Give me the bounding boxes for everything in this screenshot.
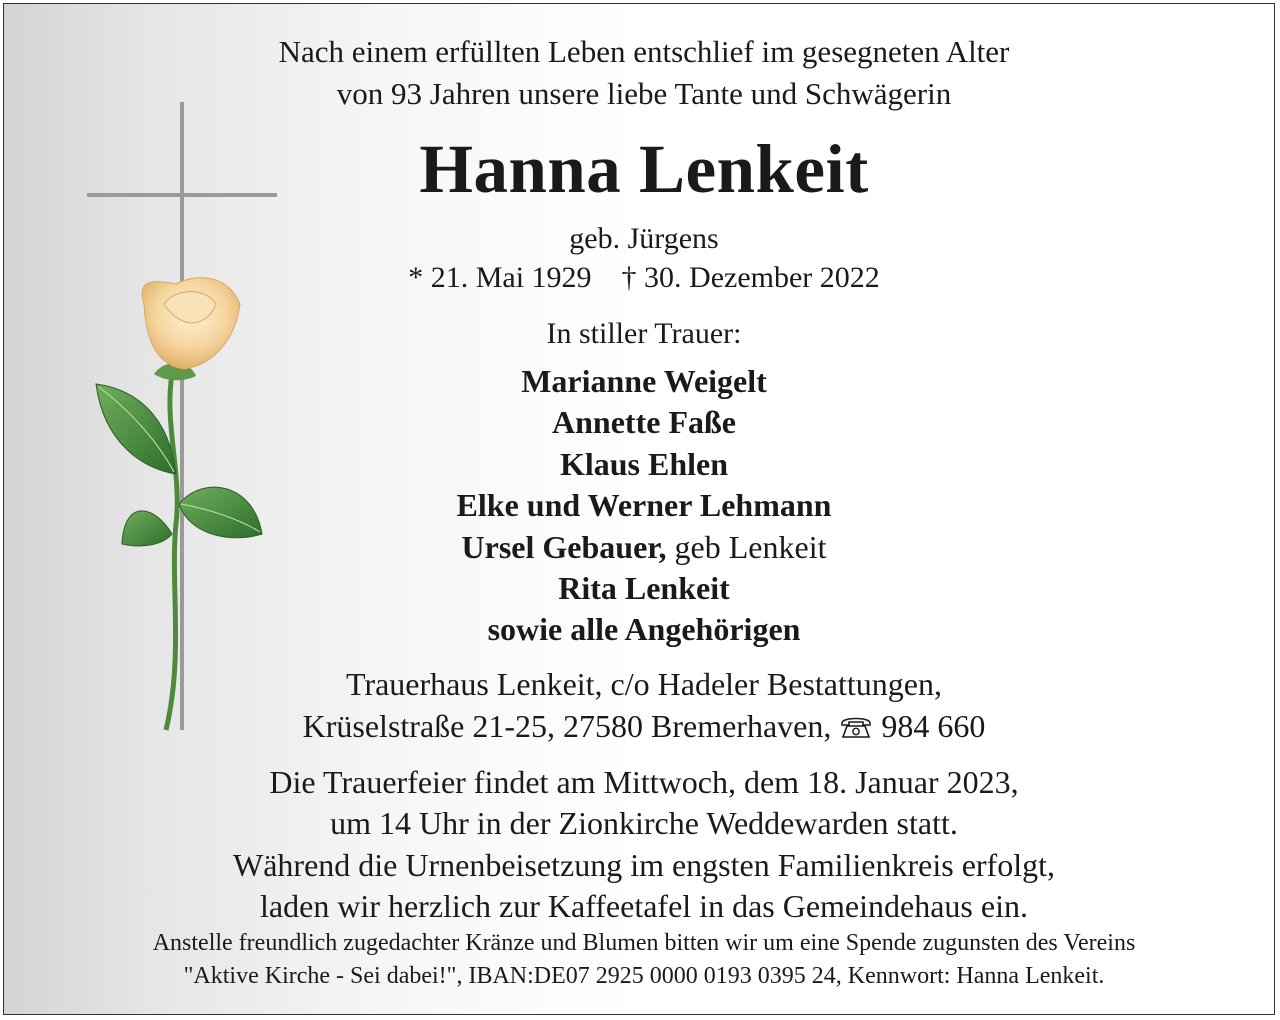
mourner-name: Rita Lenkeit xyxy=(558,570,730,606)
mourning-heading: In stiller Trauer: xyxy=(546,317,742,350)
address-line: Krüselstraße 21-25, 27580 Bremerhaven, xyxy=(302,708,832,744)
address-phone-line xyxy=(4,708,1275,745)
service-line: um 14 Uhr in der Zionkirche Weddewarden statt. xyxy=(330,805,958,841)
mourner-name: Klaus Ehlen xyxy=(559,446,729,482)
birth-date: * 21. Mai 1929 xyxy=(408,261,592,294)
intro-line: von 93 Jahren unsere liebe Tante und Schwägerin xyxy=(336,76,952,111)
phone-number: 984 660 xyxy=(881,708,986,744)
maiden-name: geb. Jürgens xyxy=(569,222,719,255)
deceased-name: Hanna Lenkeit xyxy=(419,131,869,207)
mourner-name: Elke und Werner Lehmann xyxy=(456,487,832,523)
mourner-name: Annette Faße xyxy=(552,404,736,440)
donation-line: Anstelle freundlich zugedachter Kränze und Blumen bitten wir um eine Spende zugunsten des Vereins xyxy=(152,930,1136,956)
service-line: laden wir herzlich zur Kaffeetafel in das Gemeindehaus ein. xyxy=(260,888,1028,924)
mourner-suffix: geb Lenkeit xyxy=(666,529,827,565)
service-line: Während die Urnenbeisetzung im engsten Familienkreis erfolgt, xyxy=(233,847,1055,883)
mourner-name: Ursel Gebauer, xyxy=(461,529,667,565)
telephone-icon xyxy=(839,714,873,740)
address-line: Trauerhaus Lenkeit, c/o Hadeler Bestattungen, xyxy=(346,666,942,702)
service-line: Die Trauerfeier findet am Mittwoch, dem 18. Januar 2023, xyxy=(269,764,1019,800)
intro-line: Nach einem erfüllten Leben entschlief im gesegneten Alter xyxy=(278,34,1010,69)
life-dates xyxy=(4,261,1275,295)
death-date: † 30. Dezember 2022 xyxy=(621,261,880,294)
mourner-name: sowie alle Angehörigen xyxy=(487,611,801,647)
mourner-name: Marianne Weigelt xyxy=(521,363,767,399)
mourner-entry xyxy=(4,529,1275,566)
donation-line: "Aktive Kirche - Sei dabei!", IBAN:DE07 2925 0000 0193 0395 24, Kennwort: Hanna Lenkeit. xyxy=(183,963,1105,989)
obituary-notice xyxy=(3,3,1275,1015)
